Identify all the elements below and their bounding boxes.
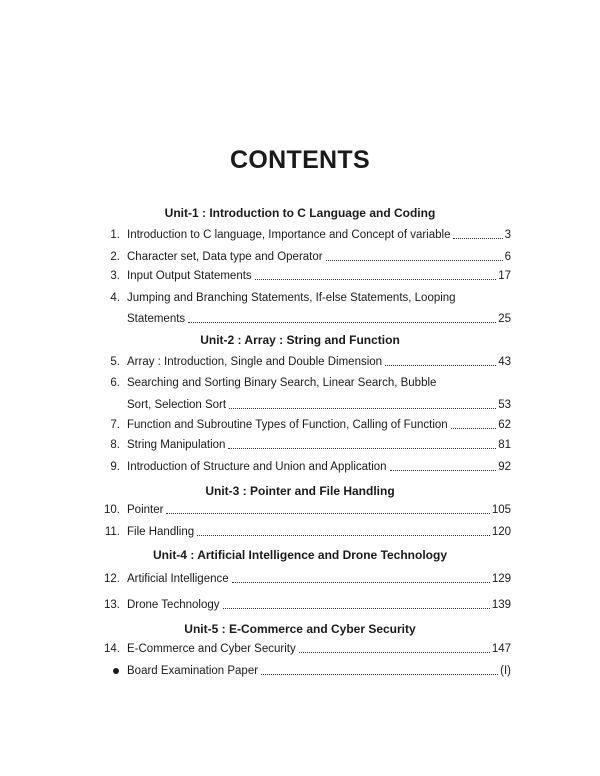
entry-title: Character set, Data type and Operator xyxy=(127,251,323,263)
entry-page: 147 xyxy=(491,643,511,655)
unit-heading-2: Unit-2 : Array : String and Function xyxy=(200,333,400,347)
dot-leader xyxy=(255,268,497,280)
toc-entry-6-continued[interactable] xyxy=(98,397,511,413)
toc-entry-5[interactable] xyxy=(98,354,511,370)
entry-number: 13. xyxy=(104,599,120,611)
toc-entry-4[interactable] xyxy=(98,290,511,306)
dot-leader xyxy=(188,311,496,323)
entry-page: 62 xyxy=(498,419,511,431)
toc-entry-10[interactable] xyxy=(98,502,511,518)
toc-entry-3[interactable] xyxy=(98,268,511,284)
entry-number: 12. xyxy=(104,573,120,585)
entry-title: Jumping and Branching Statements, If-else Statements, Looping xyxy=(127,292,456,304)
dot-leader xyxy=(451,417,497,429)
toc-entry-12[interactable] xyxy=(98,571,511,587)
dot-leader xyxy=(229,397,496,409)
toc-entry-11[interactable] xyxy=(98,524,511,540)
entry-page: 6 xyxy=(504,251,511,263)
dot-leader xyxy=(223,597,490,609)
unit-heading-4: Unit-4 : Artificial Intelligence and Drone Technology xyxy=(152,548,448,562)
toc-entry-9[interactable] xyxy=(98,459,511,475)
entry-page: 92 xyxy=(498,461,511,473)
entry-number: 14. xyxy=(104,643,120,655)
toc-entry-4-continued[interactable] xyxy=(98,311,511,327)
bullet-icon xyxy=(113,668,119,674)
entry-number: 7. xyxy=(110,419,120,431)
entry-number: 11. xyxy=(104,526,120,538)
entry-number: 3. xyxy=(110,270,120,282)
entry-title: File Handling xyxy=(127,526,195,538)
toc-entry-13[interactable] xyxy=(98,597,511,613)
entry-title: String Manipulation xyxy=(127,439,226,451)
entry-number: 4. xyxy=(110,292,120,304)
entry-number: 6. xyxy=(110,377,120,389)
dot-leader xyxy=(299,641,490,653)
entry-page: 129 xyxy=(491,573,511,585)
toc-entry-7[interactable] xyxy=(98,417,511,433)
entry-number: 5. xyxy=(110,356,120,368)
entry-title: Pointer xyxy=(127,504,164,516)
entry-title-continued: Statements xyxy=(127,313,186,325)
entry-page: 17 xyxy=(498,270,511,282)
toc-entry-8[interactable] xyxy=(98,437,511,453)
unit-heading-1: Unit-1 : Introduction to C Language and Coding xyxy=(164,206,436,220)
entry-title: Introduction of Structure and Union and Application xyxy=(127,461,387,473)
entry-page: 120 xyxy=(491,526,511,538)
entry-title: Array : Introduction, Single and Double Dimension xyxy=(127,356,383,368)
entry-title: Input Output Statements xyxy=(127,270,252,282)
entry-number: 1. xyxy=(110,229,120,241)
toc-entry-6[interactable] xyxy=(98,375,511,391)
entry-title: Searching and Sorting Binary Search, Linear Search, Bubble xyxy=(127,377,437,389)
toc-entry-14[interactable] xyxy=(98,641,511,657)
entry-number: 2. xyxy=(110,251,120,263)
entry-page: 43 xyxy=(498,356,511,368)
entry-title: Drone Technology xyxy=(127,599,220,611)
toc-entry-board-paper[interactable] xyxy=(98,663,511,679)
entry-title: Function and Subroutine Types of Function, Calling of Function xyxy=(127,419,448,431)
entry-title: E-Commerce and Cyber Security xyxy=(127,643,296,655)
dot-leader xyxy=(261,663,498,675)
entry-number: 10. xyxy=(104,504,120,516)
unit-heading-5: Unit-5 : E-Commerce and Cyber Security xyxy=(184,622,416,636)
dot-leader xyxy=(166,502,489,514)
entry-page: 139 xyxy=(491,599,511,611)
entry-page: 53 xyxy=(498,399,511,411)
entry-page: 105 xyxy=(491,504,511,516)
dot-leader xyxy=(453,227,502,239)
toc-entry-2[interactable] xyxy=(98,249,511,265)
dot-leader xyxy=(232,571,490,583)
entry-title: Board Examination Paper xyxy=(127,665,259,677)
unit-heading-3: Unit-3 : Pointer and File Handling xyxy=(205,484,395,498)
entry-page: 81 xyxy=(498,439,511,451)
page-title: CONTENTS xyxy=(230,146,370,174)
dot-leader xyxy=(390,459,497,471)
entry-number: 9. xyxy=(110,461,120,473)
dot-leader xyxy=(385,354,496,366)
toc-entry-1[interactable] xyxy=(98,227,511,243)
entry-title: Introduction to C language, Importance and Concept of variable xyxy=(127,229,451,241)
entry-title-continued: Sort, Selection Sort xyxy=(127,399,227,411)
entry-page: 3 xyxy=(504,229,511,241)
entry-page: (I) xyxy=(500,665,511,677)
entry-page: 25 xyxy=(498,313,511,325)
dot-leader xyxy=(197,524,490,536)
dot-leader xyxy=(326,249,503,261)
entry-number: 8. xyxy=(110,439,120,451)
entry-title: Artificial Intelligence xyxy=(127,573,229,585)
dot-leader xyxy=(228,437,496,449)
